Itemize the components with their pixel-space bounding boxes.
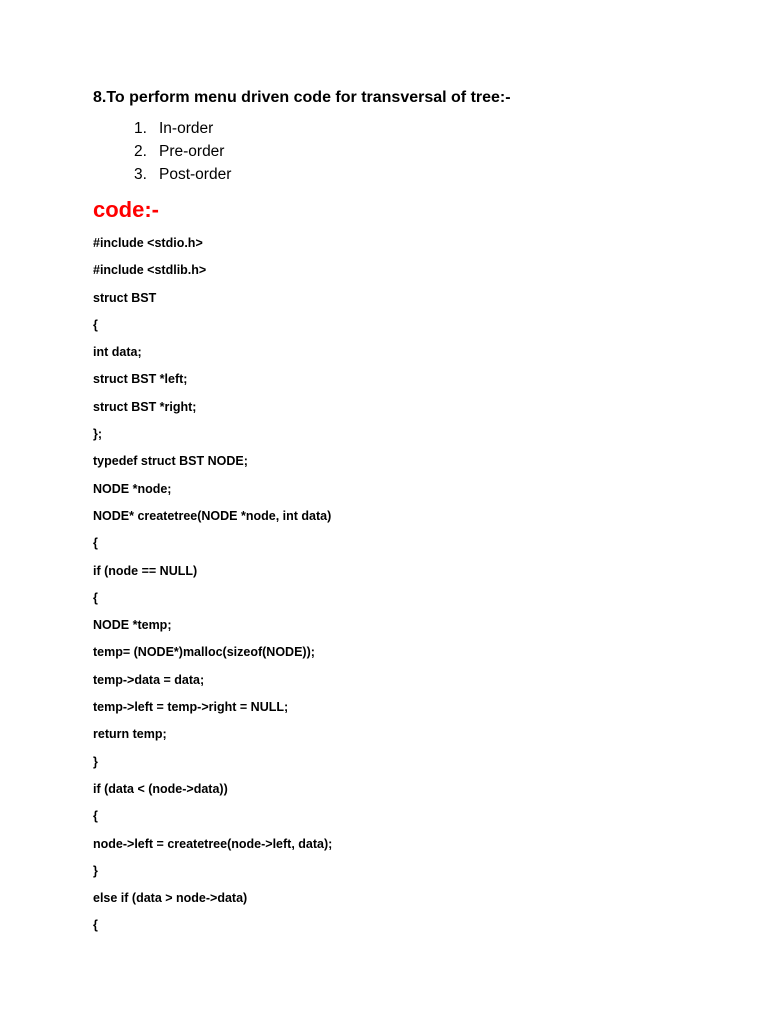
code-line: } (93, 863, 98, 878)
document-heading: 8.To perform menu driven code for transversal of tree:- (93, 89, 511, 106)
code-line: { (93, 317, 98, 332)
code-line: #include <stdio.h> (93, 236, 203, 250)
code-line: #include <stdlib.h> (93, 263, 207, 278)
code-listing (93, 234, 332, 944)
list-item (134, 142, 231, 165)
list-item (134, 119, 231, 142)
list-item-number: 1. (134, 120, 147, 137)
list-item-label: Post-order (159, 166, 232, 183)
code-line: node->left = createtree(node->left, data); (93, 836, 333, 851)
code-line: struct BST (93, 290, 157, 305)
code-line: struct BST *left; (93, 372, 188, 387)
code-line: }; (93, 427, 103, 442)
code-line: return temp; (93, 727, 167, 742)
code-line: if (data < (node->data)) (93, 781, 228, 796)
list-item-label: Pre-order (159, 143, 225, 160)
code-line: } (93, 754, 98, 769)
code-line: temp= (NODE*)malloc(sizeof(NODE)); (93, 645, 315, 660)
code-line: temp->data = data; (93, 672, 205, 687)
code-line: typedef struct BST NODE; (93, 454, 248, 469)
code-section-title: code:- (93, 197, 159, 222)
code-line: else if (data > node->data) (93, 891, 248, 906)
list-item-number: 3. (134, 166, 147, 183)
code-line: NODE *temp; (93, 618, 172, 633)
list-item (134, 165, 231, 188)
code-line: temp->left = temp->right = NULL; (93, 700, 289, 715)
code-line: NODE* createtree(NODE *node, int data) (93, 508, 332, 523)
code-line: { (93, 809, 98, 824)
menu-options-list (134, 119, 231, 188)
code-line: NODE *node; (93, 481, 172, 496)
code-line: { (93, 590, 98, 605)
code-line: { (93, 536, 98, 551)
code-line: if (node == NULL) (93, 563, 198, 578)
code-line: struct BST *right; (93, 399, 197, 414)
code-line: { (93, 918, 98, 933)
list-item-label: In-order (159, 120, 214, 137)
code-line: int data; (93, 345, 142, 360)
list-item-number: 2. (134, 143, 147, 160)
